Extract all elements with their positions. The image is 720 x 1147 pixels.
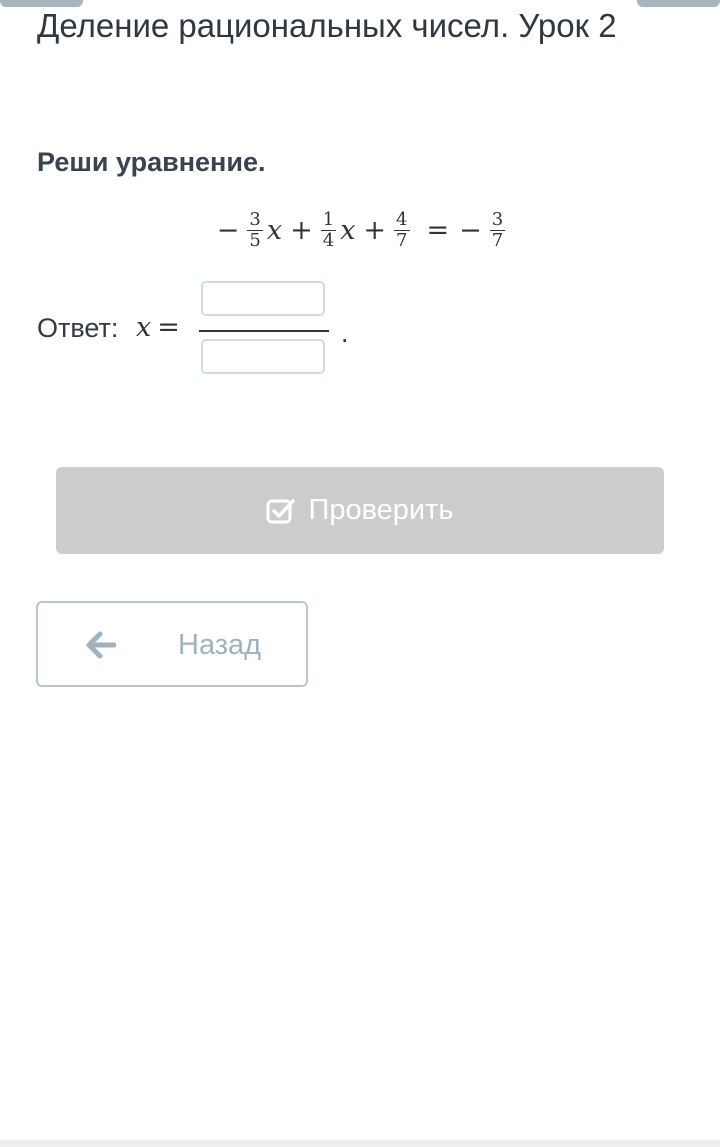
eq-rhs-fraction — [490, 210, 505, 251]
answer-fraction-line — [199, 330, 329, 332]
checkbox-check-icon — [266, 497, 296, 525]
eq-term2-num: 1 — [322, 208, 335, 230]
eq-term3-fraction — [394, 210, 409, 251]
check-button-label: Проверить — [308, 494, 454, 526]
eq-term3-den: 7 — [396, 229, 408, 251]
equation — [0, 200, 720, 260]
answer-period: . — [341, 318, 349, 348]
arrow-left-icon — [86, 631, 116, 659]
bottom-divider — [0, 1140, 720, 1147]
eq-term2-fraction — [321, 210, 336, 251]
answer-variable — [136, 312, 180, 343]
answer-var-x: x — [136, 312, 152, 343]
denominator-input[interactable] — [201, 339, 325, 374]
eq-term2-den: 4 — [322, 229, 335, 251]
eq-op2: + — [363, 214, 387, 246]
page-title: Деление рациональных чисел. Урок 2 — [37, 7, 617, 44]
check-button[interactable] — [56, 467, 664, 554]
eq-rhs-sign: − — [459, 214, 482, 246]
answer-label: Ответ: — [37, 313, 119, 343]
eq-term1-var: x — [266, 214, 283, 246]
answer-equals: = — [157, 312, 180, 343]
eq-op1: + — [290, 214, 313, 246]
eq-term1-fraction — [247, 210, 262, 251]
numerator-input[interactable] — [201, 281, 325, 316]
eq-term1-sign: − — [216, 214, 240, 246]
task-instruction: Реши уравнение. — [37, 147, 266, 177]
top-tab-right — [637, 0, 720, 7]
eq-term2-var: x — [340, 214, 356, 246]
eq-equals: = — [426, 214, 450, 246]
eq-rhs-den: 7 — [491, 229, 504, 251]
eq-term1-num: 3 — [249, 208, 261, 230]
eq-term1-den: 5 — [249, 229, 261, 251]
back-button[interactable] — [36, 601, 308, 687]
eq-rhs-num: 3 — [491, 208, 504, 230]
top-tab-left — [0, 0, 83, 7]
back-button-label: Назад — [178, 629, 262, 661]
eq-term3-num: 4 — [396, 208, 408, 230]
